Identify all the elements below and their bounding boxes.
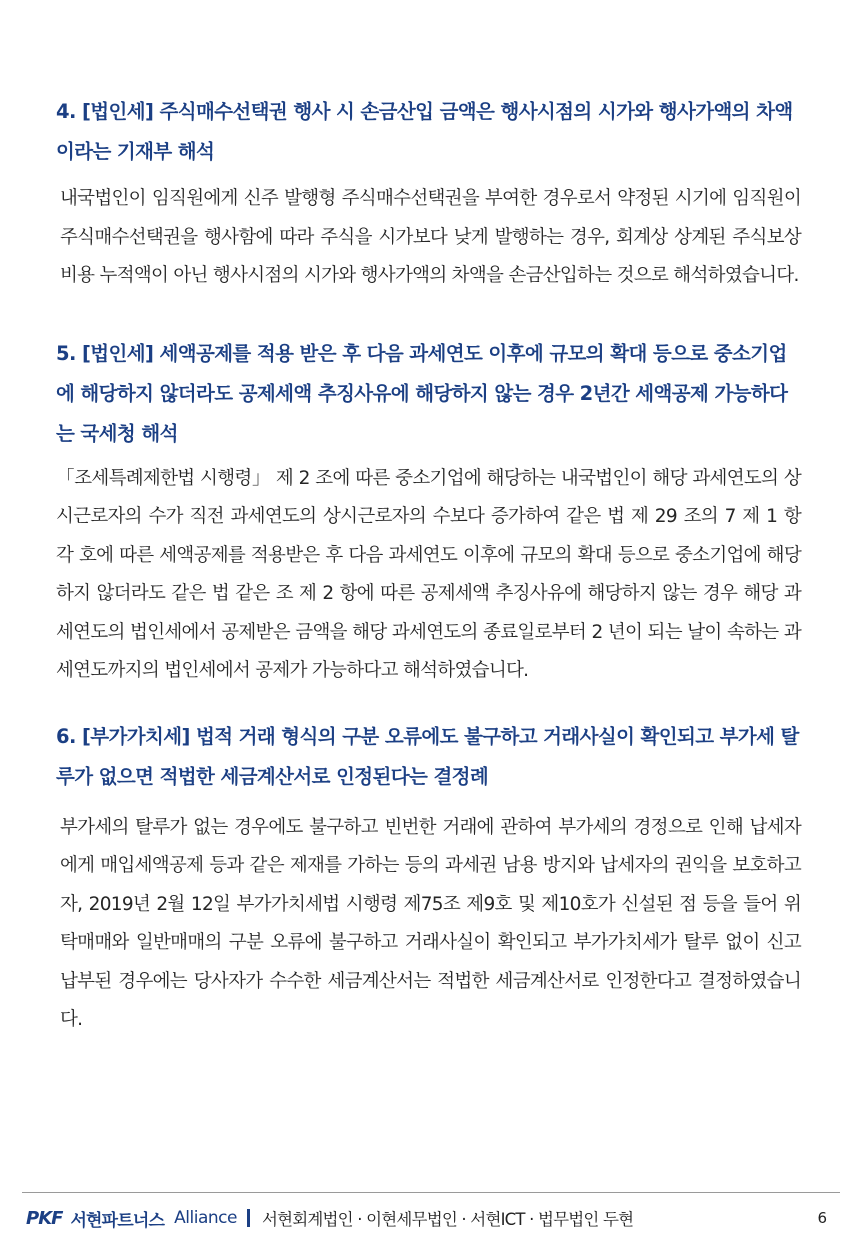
pkf-logo: PKF bbox=[26, 1207, 63, 1229]
page-number: 6 bbox=[817, 1209, 827, 1227]
section-4 bbox=[56, 92, 801, 296]
page-footer bbox=[26, 1203, 841, 1233]
section-6-heading: 6. [부가가치세] 법적 거래 형식의 구분 오류에도 불구하고 거래사실이 확인되고 부가세 탈루가 없으면 적법한 세금계산서로 인정된다는 결정례 bbox=[56, 724, 799, 788]
section-4-body: 내국법인이 임직원에게 신주 발행형 주식매수선택권을 부여한 경우로서 약정된 시기에 임직원이 주식매수선택권을 행사함에 따라 주식을 시가보다 낮게 발행하는 경우, 회계상 상계된 주식보상비용 누적액이 아닌 행사시점의 시가와 행사가액의 차액을 손금산입하는 것으로 해석하였습니다. bbox=[60, 188, 801, 286]
section-5 bbox=[56, 334, 801, 691]
section-6-body: 부가세의 탈루가 없는 경우에도 불구하고 빈번한 거래에 관하여 부가세의 경정으로 인해 납세자에게 매입세액공제 등과 같은 제재를 가하는 등의 과세권 남용 방지와 납세자의 권익을 보호하고자, 2019년 2월 12일 부가가치세법 시행령 제75조 제9호 및 제10호가 신설된 점 등을 들어 위탁매매와 일반매매의 구분 오류에 불구하고 거래사실이 확인되고 부가가치세가 탈루 없이 신고 납부된 경우에는 당사자가 수수한 세금계산서는 적법한 세금계산서로 인정한다고 결정하였습니다. bbox=[60, 816, 801, 1030]
section-4-heading: 4. [법인세] 주식매수선택권 행사 시 손금산입 금액은 행사시점의 시가와 행사가액의 차액이라는 기재부 해석 bbox=[56, 100, 793, 163]
section-5-heading: 5. [법인세] 세액공제를 적용 받은 후 다음 과세연도 이후에 규모의 확대 등으로 중소기업에 해당하지 않더라도 공제세액 추징사유에 해당하지 않는 경우 2년간 세액공제 가능하다는 국세청 해석 bbox=[56, 341, 788, 445]
newsletter-content bbox=[56, 92, 801, 1040]
member-firms: 서현회계법인 · 이현세무법인 · 서현ICT · 법무법인 두현 bbox=[261, 1210, 634, 1229]
section-6 bbox=[56, 717, 801, 1040]
firm-name: 서현파트너스 bbox=[70, 1210, 165, 1231]
alliance-label: Alliance bbox=[174, 1208, 237, 1228]
footer-separator-bar bbox=[247, 1209, 250, 1227]
section-5-body: 「조세특례제한법 시행령」 제 2 조에 따른 중소기업에 해당하는 내국법인이 해당 과세연도의 상시근로자의 수가 직전 과세연도의 상시근로자의 수보다 증가하여 같은 법 제 29 조의 7 제 1 항 각 호에 따른 세액공제를 적용받은 후 다음 과세연도 이후에 규모의 확대 등으로 중소기업에 해당하지 않더라도 같은 법 같은 조 제 2 항에 따른 공제세액 추징사유에 해당하지 않는 경우 해당 과세연도의 법인세에서 공제받은 금액을 해당 과세연도의 종료일로부터 2 년이 되는 날이 속하는 과세연도까지의 법인세에서 공제가 가능하다고 해석하였습니다. bbox=[56, 467, 801, 681]
footer-divider bbox=[22, 1192, 840, 1193]
